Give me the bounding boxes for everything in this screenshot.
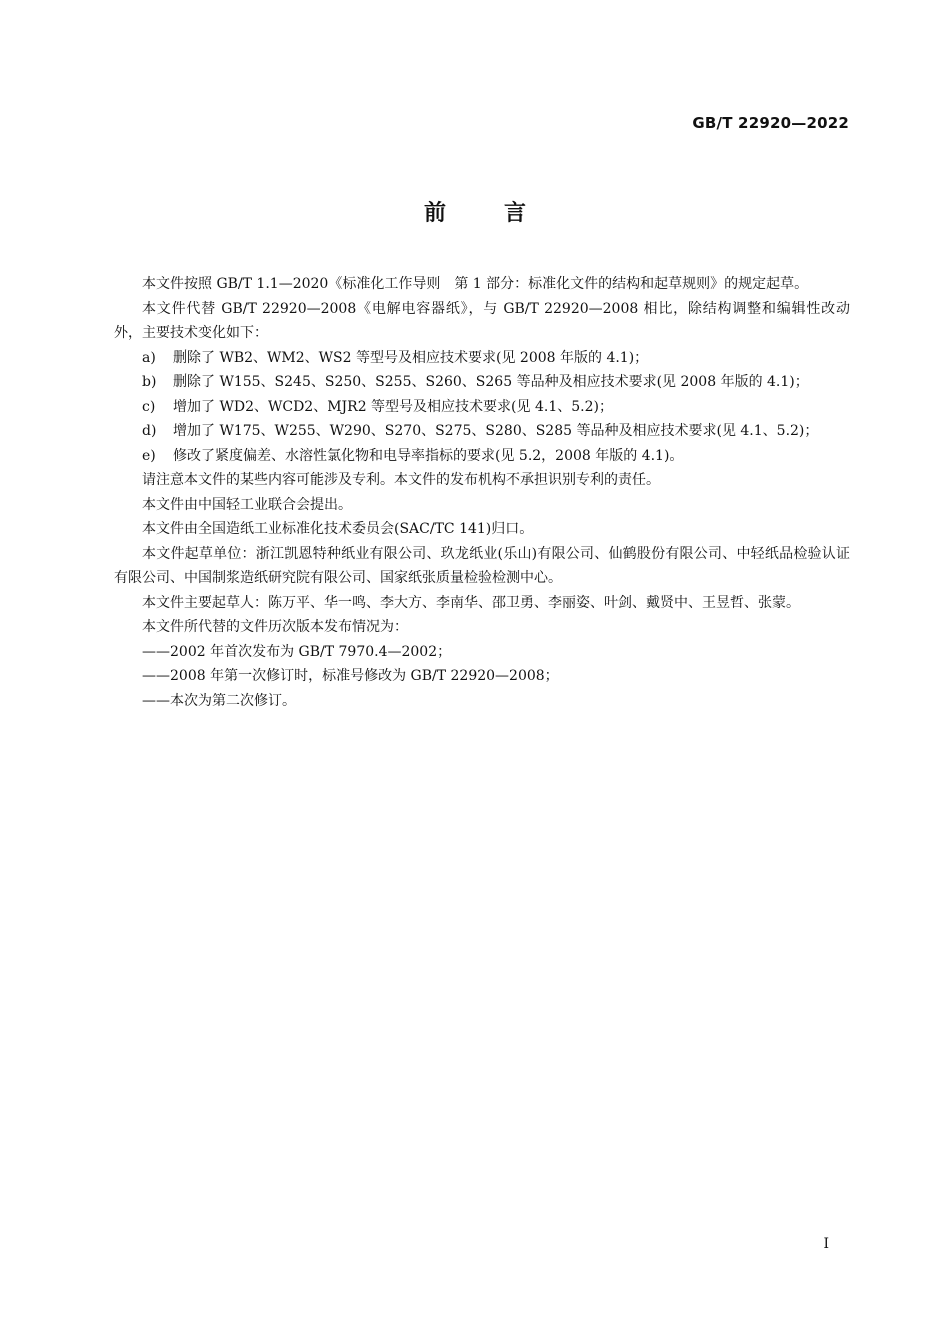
change-text: 增加了 WD2、WCD2、MJR2 等型号及相应技术要求(见 4.1、5.2)； [173,398,613,415]
change-item [114,370,850,395]
change-item [114,395,850,420]
paragraph-drafting-rules: 本文件按照 GB/T 1.1—2020《标准化工作导则 第 1 部分：标准化文件的结构和起草规则》的规定起草。 [142,276,809,292]
paragraph-patent-notice: 请注意本文件的某些内容可能涉及专利。本文件的发布机构不承担识别专利的责任。 [142,472,660,488]
change-item [114,346,850,371]
change-item [114,444,850,469]
change-text: 删除了 WB2、WM2、WS2 等型号及相应技术要求(见 2008 年版的 4.1)； [173,349,649,366]
history-item: ——2008 年第一次修订时，标准号修改为 GB/T 22920—2008； [142,668,559,684]
change-text: 删除了 W155、S245、S250、S255、S260、S265 等品种及相应技术要求(见 2008 年版的 4.1)； [173,374,809,390]
paragraph-replacement: 本文件代替 GB/T 22920—2008《电解电容器纸》，与 GB/T 22920—2008 相比，除结构调整和编辑性改动外，主要技术变化如下： [114,300,850,341]
change-text: 增加了 W175、W255、W290、S270、S275、S280、S285 等品种及相应技术要求(见 4.1、5.2)； [173,423,819,439]
paragraph-history-intro: 本文件所代替的文件历次版本发布情况为： [142,619,408,635]
change-marker: c) [142,398,156,415]
page-title: 前言 [423,201,584,226]
history-item: ——本次为第二次修订。 [142,692,296,709]
paragraph-committee: 本文件由全国造纸工业标准化技术委员会(SAC/TC 141)归口。 [142,521,534,537]
change-text: 修改了紧度偏差、水溶性氯化物和电导率指标的要求(见 5.2，2008 年版的 4.1)。 [173,447,684,464]
page-number: I [823,1236,829,1252]
paragraph-drafters: 本文件主要起草人：陈万平、华一鸣、李大方、李南华、邵卫勇、李丽姿、叶剑、戴贤中、王昱哲、张蒙。 [142,594,800,611]
change-marker: a) [142,349,156,366]
change-item [114,419,850,444]
change-marker: e) [142,447,156,464]
change-marker: d) [142,423,157,439]
standard-number: GB/T 22920—2022 [692,114,849,132]
foreword-body [114,272,850,713]
paragraph-drafting-units: 本文件起草单位：浙江凯恩特种纸业有限公司、玖龙纸业(乐山)有限公司、仙鹤股份有限公司、中轻纸品检验认证有限公司、中国制浆造纸研究院有限公司、国家纸张质量检验检测中心。 [114,545,850,586]
paragraph-proposer: 本文件由中国轻工业联合会提出。 [142,496,352,513]
change-marker: b) [142,374,157,390]
history-item: ——2002 年首次发布为 GB/T 7970.4—2002； [142,643,452,660]
